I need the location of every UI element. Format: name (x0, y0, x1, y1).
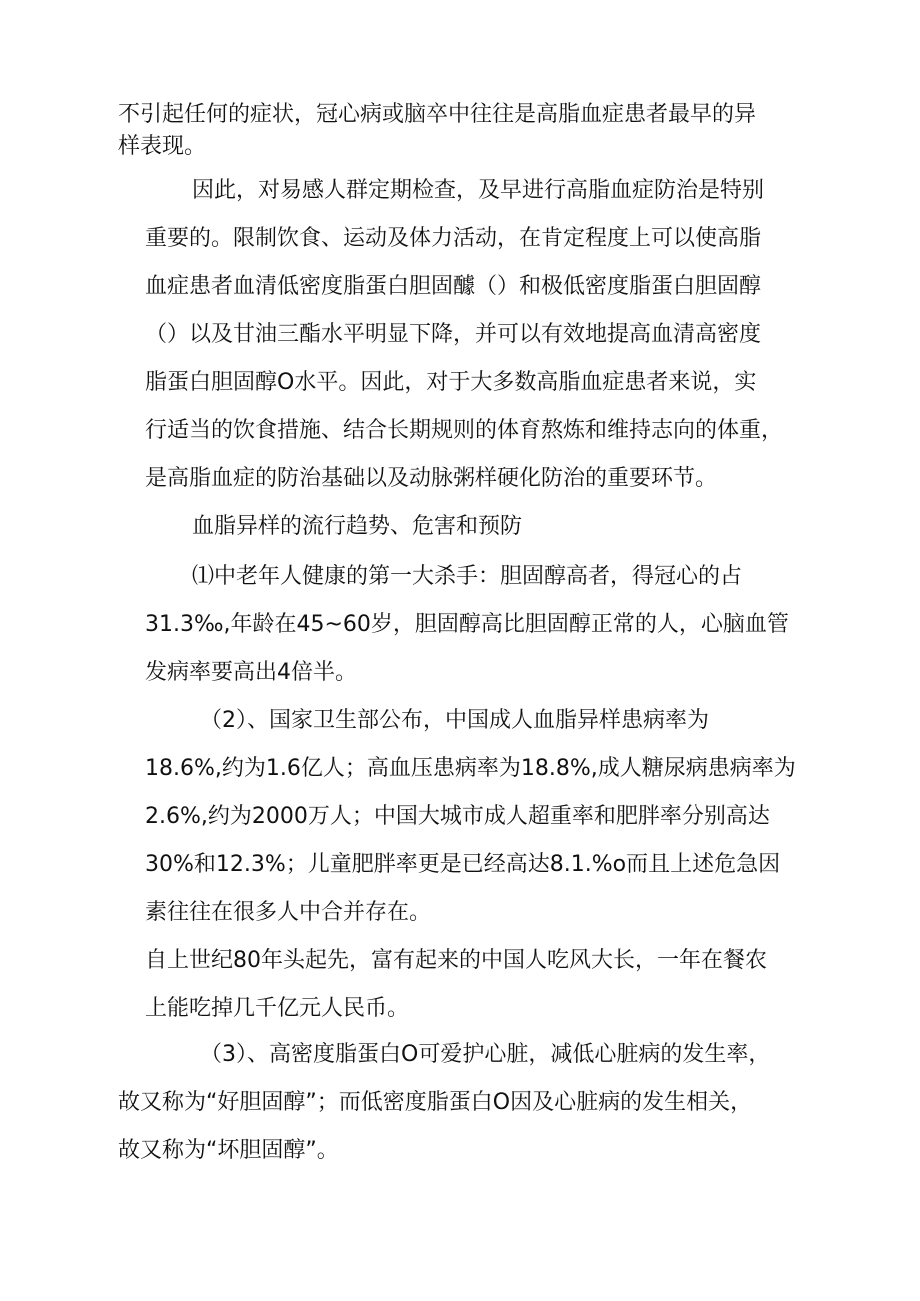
text-line: 血症患者血清低密度脂蛋白胆固醵（）和极低密度脂蛋白胆固醇 (145, 274, 762, 299)
text-line: 素往往在很多人中合并存在。 (145, 900, 432, 925)
text-line: 不引起任何的症状，冠心病或脑卒中往往是高脂血症患者最早的异 (118, 102, 757, 127)
text-line: 30%和12.3%；儿童肥胖率更是已经高达8.1.%o而且上述危急因 (145, 852, 781, 877)
text-line: 重要的。限制饮食、运动及体力活动，在肯定程度上可以使高脂 (145, 226, 762, 251)
text-line: 行适当的饮食措施、结合长期规则的体育熬炼和维持志向的体重， (145, 418, 784, 443)
text-line: 故又称为“好胆固醇”；而低密度脂蛋白O因及心脏病的发生相关， (118, 1090, 753, 1115)
text-line: 发病率要高出4倍半。 (145, 660, 357, 685)
text-line: （）以及甘油三酯水平明显下降，并可以有效地提高血清高密度 (145, 322, 762, 347)
section-heading: 血脂异样的流行趋势、危害和预防 (192, 514, 523, 539)
text-line: 样表现。 (118, 134, 207, 159)
text-line: 故又称为“坏胆固醇”。 (118, 1138, 339, 1163)
text-line: （2）、国家卫生部公布，中国成人血脂异样患病率为 (200, 708, 709, 733)
text-line: 31.3‰,年龄在45~60岁，胆固醇高比胆固醇正常的人，心脑血管 (145, 612, 789, 637)
text-line: 2.6%,约为2000万人；中国大城市成人超重率和肥胖率分别高达 (145, 804, 770, 829)
text-line: ⑴中老年人健康的第一大杀手：胆固醇高者，得冠心的占 (192, 564, 743, 589)
text-line: 因此，对易感人群定期检查，及早进行高脂血症防治是特别 (192, 178, 765, 203)
text-line: （3）、高密度脂蛋白O可爱护心脏，减低心脏病的发生率， (200, 1042, 771, 1067)
text-line: 是高脂血症的防治基础以及动脉粥样硬化防治的重要环节。 (145, 466, 718, 491)
text-line: 18.6%,约为1.6亿人；高血压患病率为18.8%,成人糖尿病患病率为 (145, 756, 796, 781)
text-line: 自上世纪80年头起先，富有起来的中国人吃风大长，一年在餐农 (145, 948, 767, 973)
text-line: 脂蛋白胆固醇O水平。因此，对于大多数高脂血症患者来说，实 (145, 370, 757, 395)
text-line: 上能吃掉几千亿元人民币。 (145, 996, 410, 1021)
